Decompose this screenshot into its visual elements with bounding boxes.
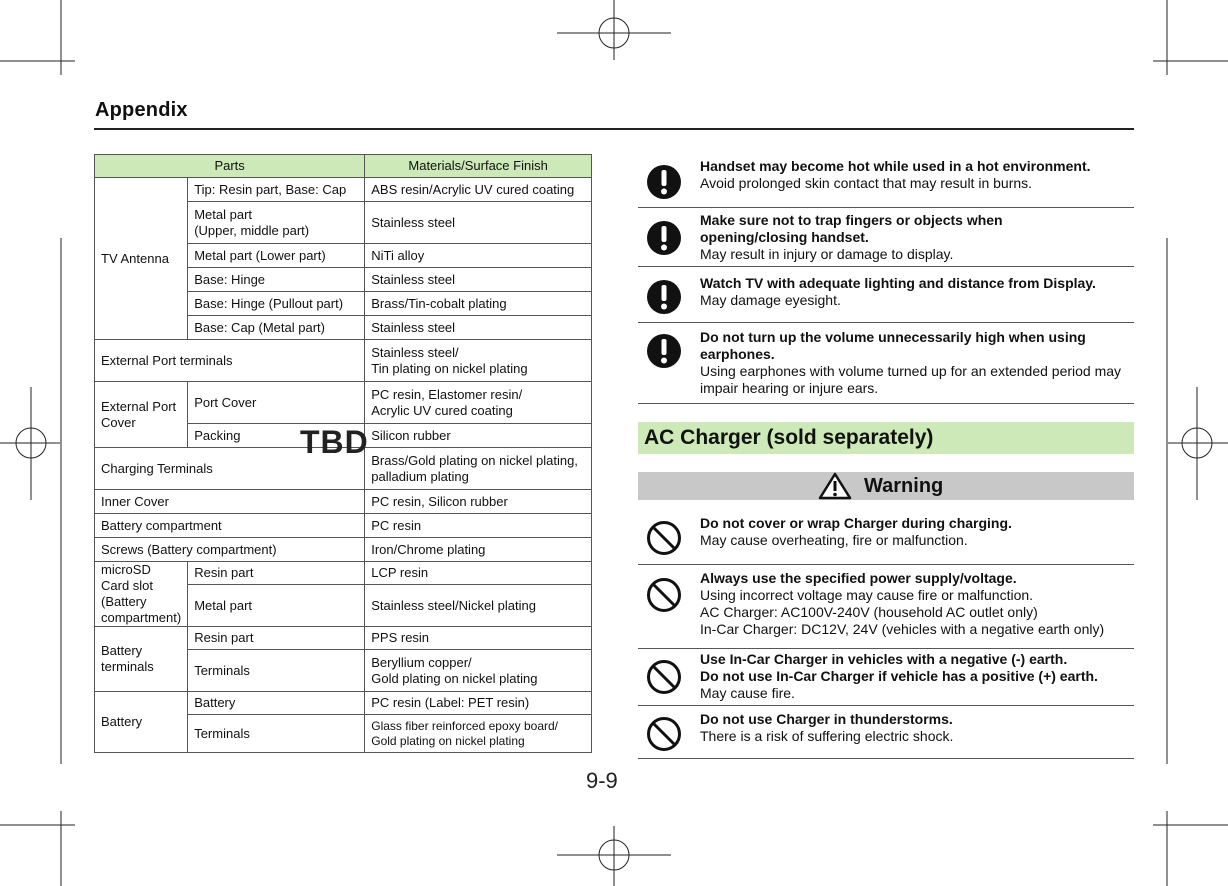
- caution-title: Do not turn up the volume unnecessarily high when using earphones.: [700, 329, 1086, 362]
- prohibition-body: May cause fire.: [700, 685, 795, 701]
- material-cell: PPS resin: [365, 627, 592, 650]
- prohibition-icon: [646, 520, 682, 556]
- caution-body: May result in injury or damage to display.: [700, 246, 954, 262]
- part-cell: Base: Cap (Metal part): [188, 316, 365, 340]
- caution-item: [638, 154, 1134, 208]
- header-divider: [94, 128, 1134, 130]
- table-header-materials: Materials/Surface Finish: [365, 155, 592, 178]
- part-cell: Metal part (Upper, middle part): [188, 202, 365, 244]
- part-cell: Terminals: [188, 650, 365, 692]
- prohibition-icon: [646, 577, 682, 613]
- material-cell: Brass/Gold plating on nickel plating, palladium plating: [365, 448, 592, 490]
- part-cell: Tip: Resin part, Base: Cap: [188, 178, 365, 202]
- material-cell: PC resin (Label: PET resin): [365, 692, 592, 715]
- warning-triangle-icon: [818, 472, 852, 500]
- tbd-stamp: TBD: [300, 424, 369, 460]
- caution-title: Handset may become hot while used in a hot environment.: [700, 158, 1091, 174]
- prohibition-item: [638, 706, 1134, 759]
- prohibition-item: [638, 649, 1134, 706]
- part-cell: Terminals: [188, 715, 365, 753]
- part-cell: Metal part: [188, 585, 365, 627]
- material-cell: Stainless steel/Nickel plating: [365, 585, 592, 627]
- caution-body: May damage eyesight.: [700, 292, 841, 308]
- caution-title: Watch TV with adequate lighting and distance from Display.: [700, 275, 1096, 291]
- material-cell: PC resin, Silicon rubber: [365, 490, 592, 514]
- prohibition-title: Always use the specified power supply/voltage.: [700, 570, 1017, 586]
- part-cell: Charging Terminals: [95, 448, 365, 490]
- prohibition-icon: [646, 659, 682, 695]
- group-cell: TV Antenna: [95, 178, 188, 340]
- exclamation-icon: [646, 279, 682, 315]
- prohibition-item: [638, 510, 1134, 565]
- caution-item: [638, 267, 1134, 323]
- material-cell: Stainless steel: [365, 202, 592, 244]
- material-cell: Stainless steel: [365, 316, 592, 340]
- part-cell: Battery compartment: [95, 514, 365, 538]
- page-number: 9-9: [586, 768, 618, 793]
- material-cell: NiTi alloy: [365, 244, 592, 268]
- prohibition-body: May cause overheating, fire or malfunction.: [700, 532, 968, 548]
- material-cell: Beryllium copper/ Gold plating on nickel plating: [365, 650, 592, 692]
- prohibition-body: Using incorrect voltage may cause fire or malfunction. AC Charger: AC100V-240V (household AC outlet only) In-Car Charger: DC12V, 24V (vehicles with a negative earth only): [700, 587, 1105, 637]
- prohibition-item: [638, 565, 1134, 649]
- caution-title: Make sure not to trap fingers or objects when opening/closing handset.: [700, 212, 1003, 245]
- part-cell: Metal part (Lower part): [188, 244, 365, 268]
- prohibition-icon: [646, 716, 682, 752]
- material-cell: ABS resin/Acrylic UV cured coating: [365, 178, 592, 202]
- material-cell: Iron/Chrome plating: [365, 538, 592, 562]
- prohibition-title: Do not cover or wrap Charger during charging.: [700, 515, 1012, 531]
- part-cell: Base: Hinge (Pullout part): [188, 292, 365, 316]
- table-header-parts: Parts: [95, 155, 365, 178]
- part-cell: Port Cover: [188, 382, 365, 424]
- material-cell: PC resin: [365, 514, 592, 538]
- warning-banner: [638, 472, 1134, 500]
- material-cell: Stainless steel: [365, 268, 592, 292]
- caution-item: [638, 208, 1134, 267]
- material-cell: PC resin, Elastomer resin/ Acrylic UV cured coating: [365, 382, 592, 424]
- exclamation-icon: [646, 164, 682, 200]
- part-cell: Battery: [188, 692, 365, 715]
- material-cell: Silicon rubber: [365, 424, 592, 448]
- warning-label: Warning: [864, 475, 944, 497]
- material-cell: Glass fiber reinforced epoxy board/ Gold plating on nickel plating: [365, 715, 592, 753]
- material-cell: Stainless steel/ Tin plating on nickel plating: [365, 340, 592, 382]
- part-cell: Packing: [188, 424, 365, 448]
- group-cell: microSD Card slot (Battery compartment): [95, 562, 188, 627]
- prohibition-body: There is a risk of suffering electric shock.: [700, 728, 954, 744]
- part-cell: Screws (Battery compartment): [95, 538, 365, 562]
- part-cell: Resin part: [188, 562, 365, 585]
- caution-body: Avoid prolonged skin contact that may result in burns.: [700, 175, 1033, 191]
- part-cell: Base: Hinge: [188, 268, 365, 292]
- material-cell: Brass/Tin-cobalt plating: [365, 292, 592, 316]
- group-cell: Battery terminals: [95, 627, 188, 692]
- group-cell: External Port Cover: [95, 382, 188, 448]
- group-cell: Battery: [95, 692, 188, 753]
- exclamation-icon: [646, 333, 682, 369]
- part-cell: Resin part: [188, 627, 365, 650]
- exclamation-icon: [646, 220, 682, 256]
- material-cell: LCP resin: [365, 562, 592, 585]
- caution-body: Using earphones with volume turned up for an extended period may impair hearing or injure ears.: [700, 363, 1122, 396]
- section-title: AC Charger (sold separately): [638, 422, 1134, 454]
- prohibition-title: Do not use Charger in thunderstorms.: [700, 711, 953, 727]
- caution-item: [638, 323, 1134, 404]
- page-header-title: Appendix: [95, 99, 188, 121]
- prohibition-title: Use In-Car Charger in vehicles with a negative (-) earth. Do not use In-Car Charger if vehicle has a positive (+) earth.: [700, 651, 1098, 684]
- part-cell: Inner Cover: [95, 490, 365, 514]
- part-cell: External Port terminals: [95, 340, 365, 382]
